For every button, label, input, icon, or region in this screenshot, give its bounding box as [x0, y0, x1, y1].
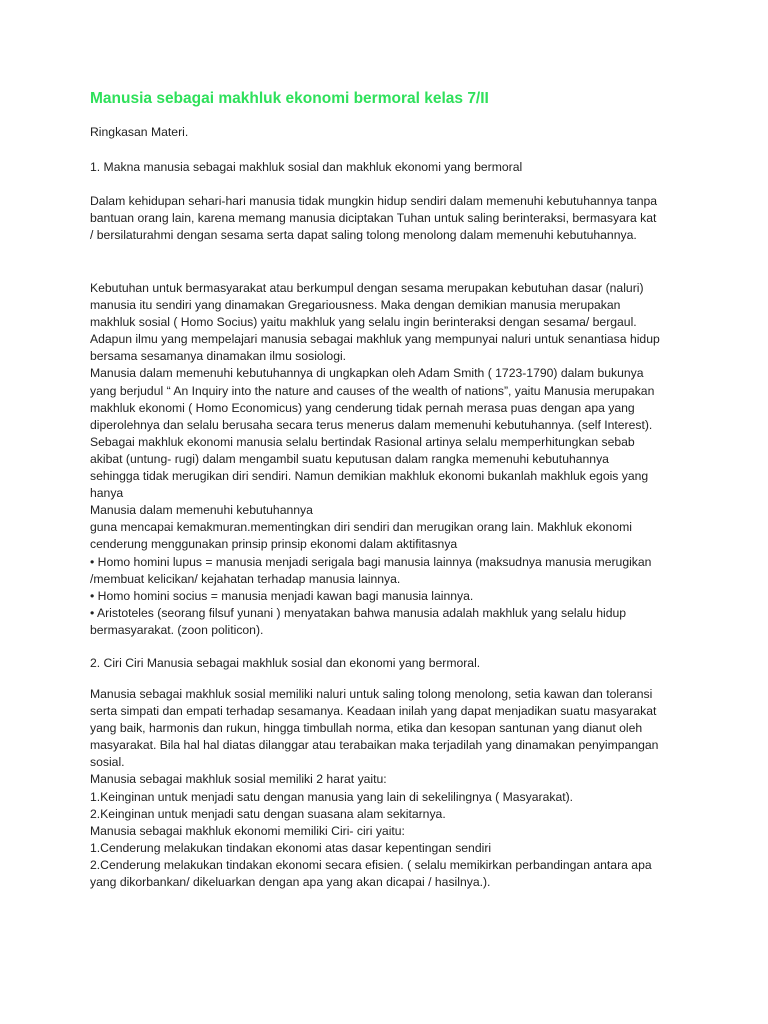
- paragraph-line: makhluk ekonomi ( Homo Economicus) yang cenderung tidak pernah merasa puas dengan apa yang: [90, 400, 635, 415]
- section-heading-1: 1. Makna manusia sebagai makhluk sosial dan makhluk ekonomi yang bermoral: [90, 160, 523, 174]
- list-item-line: 2.Keinginan untuk menjadi satu dengan suasana alam sekitarnya.: [90, 806, 446, 821]
- paragraph-line: manusia itu sendiri yang dinamakan Gregariousness. Maka dengan demikian manusia merupakan: [90, 298, 621, 313]
- paragraph-line: bantuan orang lain, karena memang manusia diciptakan Tuhan untuk saling berinteraksi, bermasyara kat: [90, 211, 657, 226]
- paragraph-line: cenderung menggunakan prinsip prinsip ekonomi dalam aktifitasnya: [90, 537, 458, 552]
- list-item-line: /membuat kelicikan/ kejahatan terhadap manusia lainnya.: [90, 571, 401, 586]
- list-item-line: • Homo homini lupus = manusia menjadi serigala bagi manusia lainnya (maksudnya manusia merugikan: [90, 554, 652, 569]
- paragraph-line: Manusia sebagai makhluk ekonomi memiliki Ciri- ciri yaitu:: [90, 823, 405, 838]
- paragraph-line: Manusia sebagai makhluk sosial memiliki naluri untuk saling tolong menolong, setia kawan dan toleransi: [90, 687, 653, 701]
- paragraph-line: serta simpati dan empati terhadap sesamanya. Keadaan inilah yang dapat menjadikan suatu masyarakat: [90, 704, 657, 719]
- list-item-line: 1.Cenderung melakukan tindakan ekonomi atas dasar kepentingan sendiri: [90, 840, 492, 855]
- paragraph-line: yang berjudul “ An Inquiry into the nature and causes of the wealth of nations”, yaitu Manusia merupakan: [90, 383, 655, 398]
- summary-label: Ringkasan Materi.: [90, 125, 189, 139]
- paragraph-1: [90, 193, 690, 244]
- paragraph-line: / bersilaturahmi dengan sesama serta dapat saling tolong menolong dalam memenuhi kebutuhannya.: [90, 228, 637, 243]
- paragraph-3: [90, 686, 690, 891]
- paragraph-line: Adapun ilmu yang mempelajari manusia sebagai makhluk yang mempunyai naluri untuk senantiasa hidup: [90, 332, 660, 347]
- list-item-line: 1.Keinginan untuk menjadi satu dengan manusia yang lain di sekelilingnya ( Masyarakat).: [90, 789, 574, 804]
- paragraph-2: [90, 280, 690, 639]
- paragraph-line: guna mencapai kemakmuran.mementingkan diri sendiri dan merugikan orang lain. Makhluk ekonomi: [90, 520, 632, 535]
- paragraph-line: Dalam kehidupan sehari-hari manusia tidak mungkin hidup sendiri dalam memenuhi kebutuhannya tanpa: [90, 194, 658, 208]
- paragraph-line: diperolehnya dan selalu berusaha secara terus menerus dalam memenuhi kebutuhannya. (self Interest).: [90, 417, 653, 432]
- list-item-line: • Aristoteles (seorang filsuf yunani ) menyatakan bahwa manusia adalah makhluk yang selalu hidup: [90, 605, 627, 620]
- paragraph-line: Manusia sebagai makhluk sosial memiliki 2 harat yaitu:: [90, 772, 387, 787]
- paragraph-line: makhluk sosial ( Homo Socius) yaitu makhluk yang selalu ingin berinteraksi dengan sesama/ bergaul.: [90, 315, 637, 330]
- section-heading-2: 2. Ciri Ciri Manusia sebagai makhluk sosial dan ekonomi yang bermoral.: [90, 656, 481, 670]
- document-title: Manusia sebagai makhluk ekonomi bermoral kelas 7/II: [90, 90, 489, 107]
- paragraph-line: Manusia dalam memenuhi kebutuhannya: [90, 503, 313, 518]
- paragraph-line: hanya: [90, 486, 124, 501]
- paragraph-line: bersama sesamanya dinamakan ilmu sosiologi.: [90, 349, 347, 364]
- list-item-line: bermasyarakat. (zoon politicon).: [90, 622, 264, 637]
- paragraph-line: sosial.: [90, 755, 125, 770]
- list-item-line: • Homo homini socius = manusia menjadi kawan bagi manusia lainnya.: [90, 588, 474, 603]
- list-item-line: yang dikorbankan/ dikeluarkan dengan apa yang akan dicapai / hasilnya.).: [90, 875, 491, 890]
- paragraph-line: Sebagai makhluk ekonomi manusia selalu bertindak Rasional artinya selalu memperhitungkan sebab: [90, 434, 635, 449]
- paragraph-line: Manusia dalam memenuhi kebutuhannya di ungkapkan oleh Adam Smith ( 1723-1790) dalam bukunya: [90, 366, 644, 381]
- paragraph-line: yang baik, harmonis dan rukun, hingga timbullah norma, etika dan kesopan santunan yang dianut oleh: [90, 721, 643, 736]
- paragraph-line: masyarakat. Bila hal hal diatas dilanggar atau terabaikan maka terjadilah yang dinamakan penyimpangan: [90, 738, 659, 753]
- paragraph-line: akibat (untung- rugi) dalam mengambil suatu keputusan dalam rangka memenuhi kebutuhannya: [90, 451, 609, 466]
- paragraph-line: sehingga tidak merugikan diri sendiri. Namun demikian makhluk ekonomi bukanlah makhluk egois yang: [90, 469, 649, 484]
- paragraph-line: Kebutuhan untuk bermasyarakat atau berkumpul dengan sesama merupakan kebutuhan dasar (naluri): [90, 281, 644, 295]
- list-item-line: 2.Cenderung melakukan tindakan ekonomi secara efisien. ( selalu memikirkan perbandingan antara apa: [90, 857, 652, 872]
